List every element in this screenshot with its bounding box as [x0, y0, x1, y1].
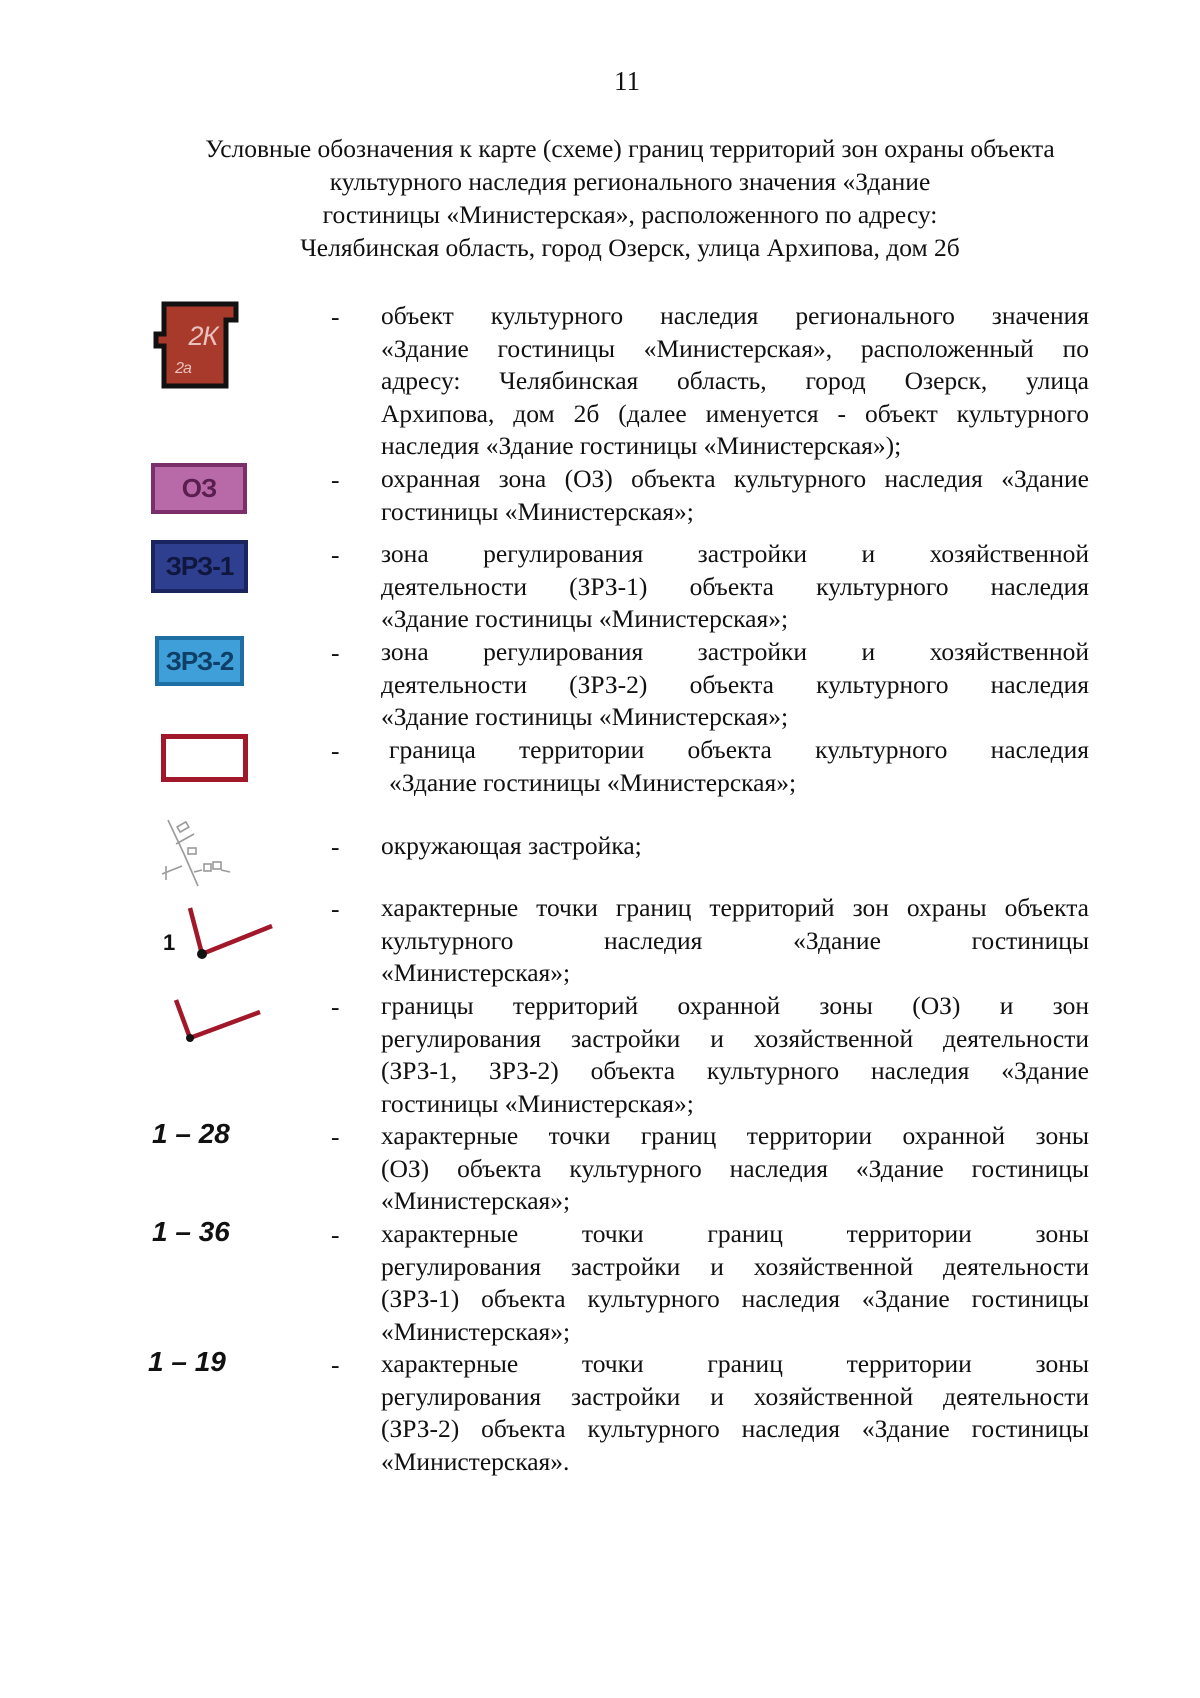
legend-description: [389, 734, 1089, 799]
legend-dash: -: [331, 540, 340, 569]
description-line: регулирования застройки и хозяйственной деятельности: [381, 1381, 1089, 1411]
description-line: «Министерская»;: [381, 1186, 571, 1216]
description-line: «Здание гостиницы «Министерская»;: [381, 702, 789, 732]
description-line: гостиницы «Министерская»;: [381, 1088, 694, 1118]
description-line: зона регулирования застройки и хозяйственной: [381, 637, 1089, 666]
description-line: (ЗРЗ-2) объекта культурного наследия «Здание гостиницы: [381, 1414, 1089, 1444]
legend-dash: -: [331, 736, 340, 765]
description-line: регулирования застройки и хозяйственной деятельности: [381, 1251, 1089, 1281]
range-label: 1 – 28: [152, 1118, 230, 1149]
document-title: [140, 132, 1120, 264]
range-label: 1 – 36: [152, 1216, 230, 1247]
description-line: граница территории объекта культурного наследия: [389, 735, 1089, 764]
description-line: окружающая застройка;: [381, 831, 642, 860]
legend-description: [381, 1348, 1089, 1478]
description-line: наследия «Здание гостиницы «Министерская»);: [381, 431, 902, 461]
object-sub-label: 2а: [175, 360, 191, 377]
description-line: (ЗРЗ-1) объекта культурного наследия «Здание гостиницы: [381, 1284, 1089, 1314]
range-label: 1 – 19: [148, 1346, 226, 1377]
description-line: «Министерская»;: [381, 1316, 571, 1346]
description-line: характерные точки границ территории охранной зоны: [381, 1121, 1089, 1150]
legend-dash: -: [331, 465, 340, 494]
territory-border-swatch: [161, 734, 248, 782]
description-line: «Здание гостиницы «Министерская», расположенный по: [381, 333, 1089, 363]
description-line: характерные точки границ территорий зон охраны объекта: [381, 893, 1089, 922]
description-line: «Министерская»;: [381, 958, 571, 988]
legend-description: [381, 830, 1089, 863]
description-line: «Министерская».: [381, 1446, 570, 1476]
legend-description: [381, 892, 1089, 990]
zrz-2-zone-swatch: ЗРЗ-2: [155, 636, 244, 686]
legend-description: [381, 636, 1089, 734]
description-line: адресу: Челябинская область, город Озерск, улица: [381, 366, 1089, 396]
legend-dash: -: [331, 894, 340, 923]
description-line: характерные точки границ территории зоны: [381, 1349, 1089, 1378]
legend-dash: -: [331, 1122, 340, 1151]
legend-description: [381, 1120, 1089, 1218]
legend-description: [381, 300, 1089, 463]
description-line: деятельности (ЗРЗ-2) объекта культурного наследия: [381, 669, 1089, 699]
title-line: Условные обозначения к карте (схеме) границ территорий зон охраны объекта: [205, 134, 1055, 163]
legend-dash: -: [331, 1350, 340, 1379]
description-line: охранная зона (ОЗ) объекта культурного наследия «Здание: [381, 464, 1089, 493]
description-line: регулирования застройки и хозяйственной деятельности: [381, 1023, 1089, 1053]
title-line: Челябинская область, город Озерск, улица Архипова, дом 2б: [300, 233, 960, 262]
legend-description: [381, 990, 1089, 1120]
legend-description: [381, 1218, 1089, 1348]
zrz-1-zone-swatch: ЗРЗ-1: [151, 540, 248, 593]
legend-dash: -: [331, 992, 340, 1021]
description-line: Архипова, дом 2б (далее именуется - объект культурного: [381, 398, 1089, 428]
legend-dash: -: [331, 638, 340, 667]
legend-dash: -: [331, 302, 340, 331]
description-line: гостиницы «Министерская»;: [381, 496, 694, 526]
description-line: «Здание гостиницы «Министерская»;: [389, 767, 797, 797]
legend-dash: -: [331, 1220, 340, 1249]
legend-dash: -: [331, 832, 340, 861]
zone-border-line-icon: [170, 996, 266, 1054]
legend-description: [381, 538, 1089, 636]
characteristic-point-icon: [182, 904, 278, 968]
oz-zone-swatch: ОЗ: [151, 463, 247, 514]
title-line: культурного наследия регионального значения «Здание: [329, 167, 931, 196]
description-line: культурного наследия «Здание гостиницы: [381, 925, 1089, 955]
description-line: «Здание гостиницы «Министерская»;: [381, 604, 789, 634]
object-code-label: 2К: [188, 320, 218, 351]
point-number-label: 1: [163, 930, 176, 955]
description-line: (ОЗ) объекта культурного наследия «Здание гостиницы: [381, 1153, 1089, 1183]
description-line: зона регулирования застройки и хозяйственной: [381, 539, 1089, 568]
legend-description: [381, 463, 1089, 528]
surrounding-buildings-icon: [158, 818, 240, 896]
title-line: гостиницы «Министерская», расположенного по адресу:: [322, 200, 938, 229]
page-number: 11: [614, 66, 640, 96]
description-line: характерные точки границ территории зоны: [381, 1219, 1089, 1248]
description-line: объект культурного наследия регионального значения: [381, 301, 1089, 330]
description-line: деятельности (ЗРЗ-1) объекта культурного наследия: [381, 571, 1089, 601]
description-line: (ЗРЗ-1, ЗРЗ-2) объекта культурного наследия «Здание: [381, 1056, 1089, 1086]
description-line: границы территорий охранной зоны (ОЗ) и зон: [381, 991, 1089, 1020]
